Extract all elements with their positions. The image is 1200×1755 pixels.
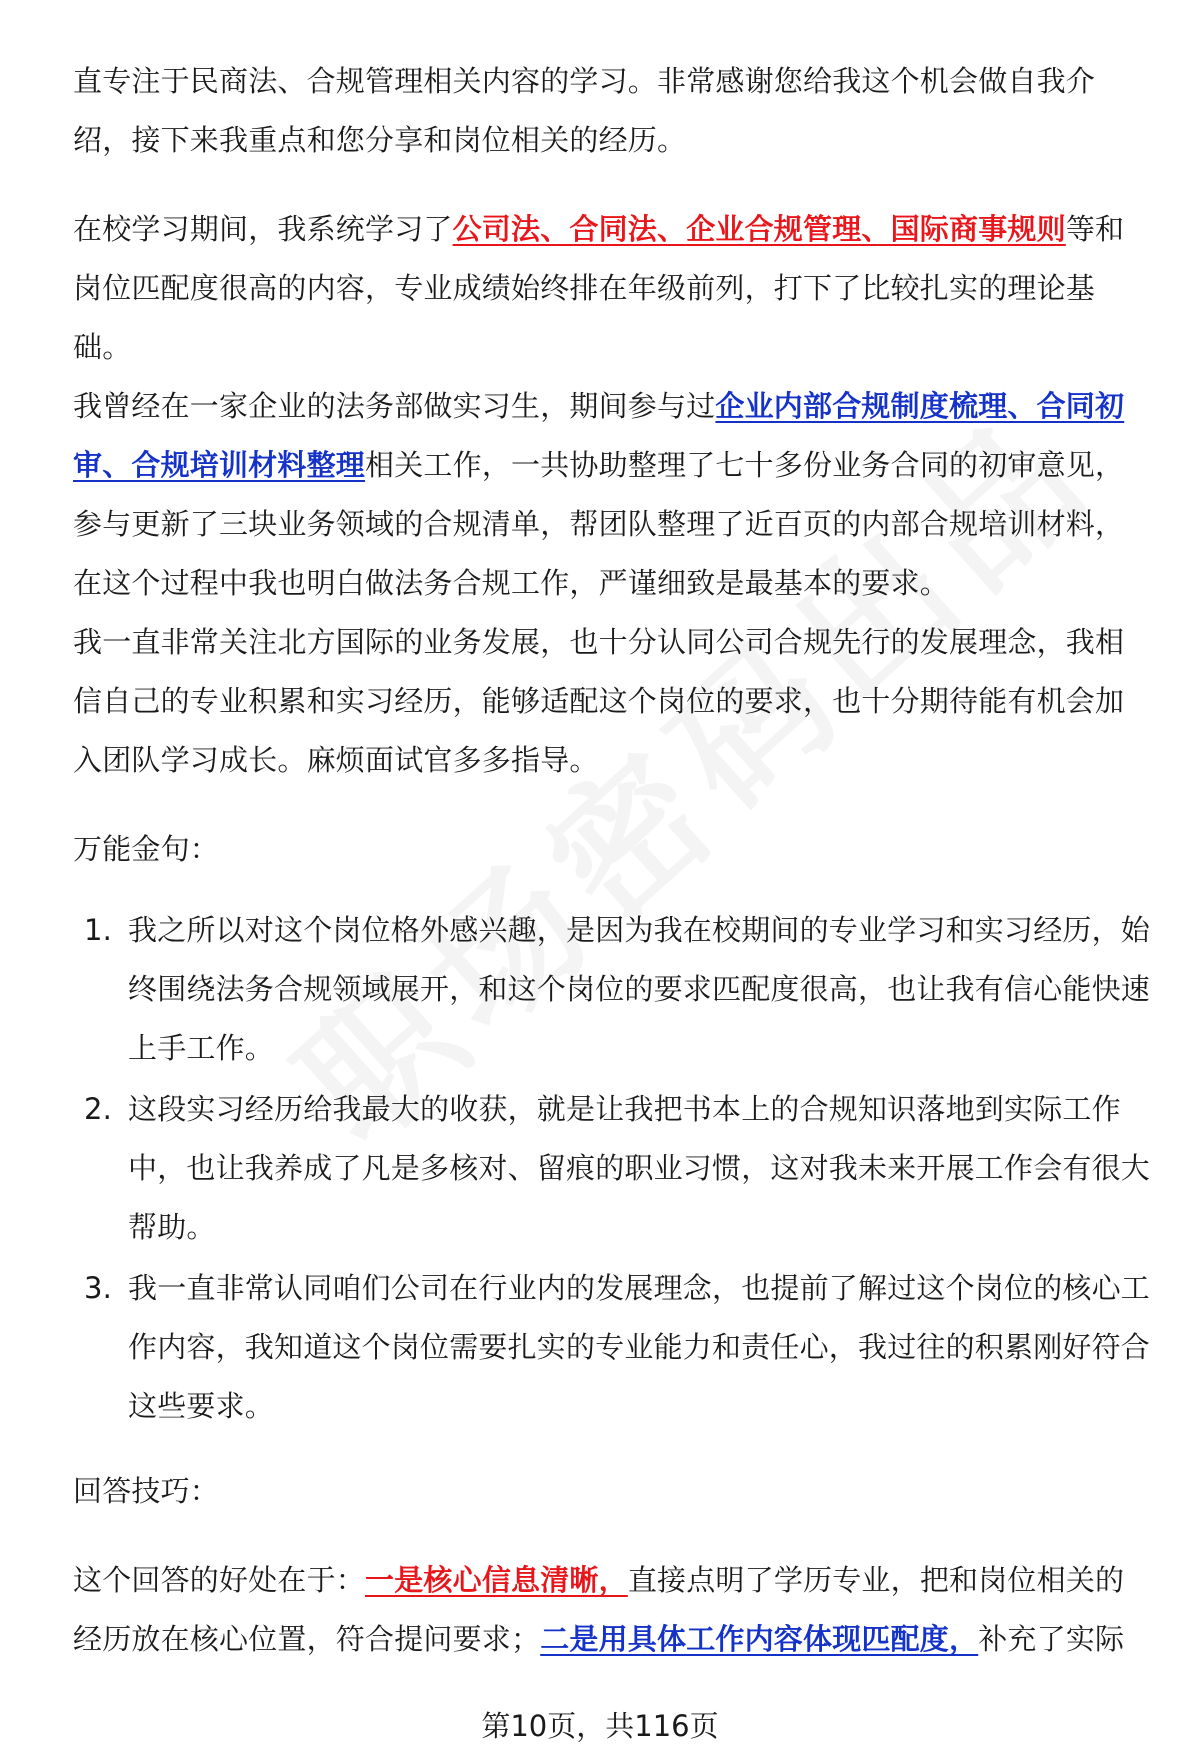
tips-text-post: 补充了实际 <box>978 1622 1125 1656</box>
school-highlight: 公司法、合同法、企业合规管理、国际商事规则 <box>452 212 1066 246</box>
intern-text-pre: 我曾经在一家企业的法务部做实习生，期间参与过 <box>73 389 716 423</box>
school-text-post: 等和岗位匹配度很高的内容，专业成绩始终排在年级前列，打下了比较扎实的理论基础。 <box>73 212 1125 364</box>
list-text: 这段实习经历给我最大的收获，就是让我把书本上的合规知识落地到实际工作中，也让我养成了凡是多核对、留痕的职业习惯，这对我未来开展工作会有很大帮助。 <box>128 1092 1151 1244</box>
list-text: 我一直非常认同咱们公司在行业内的发展理念，也提前了解过这个岗位的核心工作内容，我知道这个岗位需要扎实的专业能力和责任心，我过往的积累刚好符合这些要求。 <box>128 1271 1151 1423</box>
golden-list <box>73 901 1153 1436</box>
golden-heading: 万能金句： <box>73 832 220 866</box>
tips-text-mid: 直接点明了学历专业，把和岗位相关的经历放在核心位置，符合提问要求； <box>73 1563 1125 1656</box>
intro-paragraph: 直专注于民商法、合规管理相关内容的学习。非常感谢您给我这个机会做自我介绍，接下来我重点和您分享和岗位相关的经历。 <box>73 64 1096 157</box>
tips-heading: 回答技巧： <box>73 1474 220 1508</box>
list-number: 3. <box>84 1271 113 1305</box>
list-item <box>73 1080 1153 1257</box>
tips-text-pre: 这个回答的好处在于： <box>73 1563 366 1597</box>
school-paragraph <box>73 200 1153 377</box>
company-paragraph: 我一直非常关注北方国际的业务发展，也十分认同公司合规先行的发展理念，我相信自己的专业积累和实习经历，能够适配这个岗位的要求，也十分期待能有机会加入团队学习成长。麻烦面试官多多指导。 <box>73 625 1125 777</box>
page-number: 第10页，共116页 <box>481 1709 719 1743</box>
document-body <box>73 52 1153 1669</box>
list-item <box>73 1259 1153 1436</box>
tips-paragraph <box>73 1551 1153 1669</box>
list-number: 1. <box>84 913 113 947</box>
list-text: 我之所以对这个岗位格外感兴趣，是因为我在校期间的专业学习和实习经历，始终围绕法务合规领域展开，和这个岗位的要求匹配度很高，也让我有信心能快速上手工作。 <box>128 913 1151 1065</box>
intern-text-post: 相关工作，一共协助整理了七十多份业务合同的初审意见，参与更新了三块业务领域的合规清单，帮团队整理了近百页的内部合规培训材料，在这个过程中我也明白做法务合规工作，严谨细致是最基本的要求。 <box>73 448 1125 600</box>
tips-highlight-2: 二是用具体工作内容体现匹配度， <box>540 1622 979 1656</box>
intern-paragraph <box>73 377 1153 613</box>
intern-highlight: 企业内部合规制度梳理、合同初审、合规培训材料整理 <box>73 389 1125 482</box>
tips-highlight-1: 一是核心信息清晰， <box>365 1563 628 1597</box>
school-text-pre: 在校学习期间，我系统学习了 <box>73 212 453 246</box>
list-item <box>73 901 1153 1078</box>
list-number: 2. <box>84 1092 113 1126</box>
